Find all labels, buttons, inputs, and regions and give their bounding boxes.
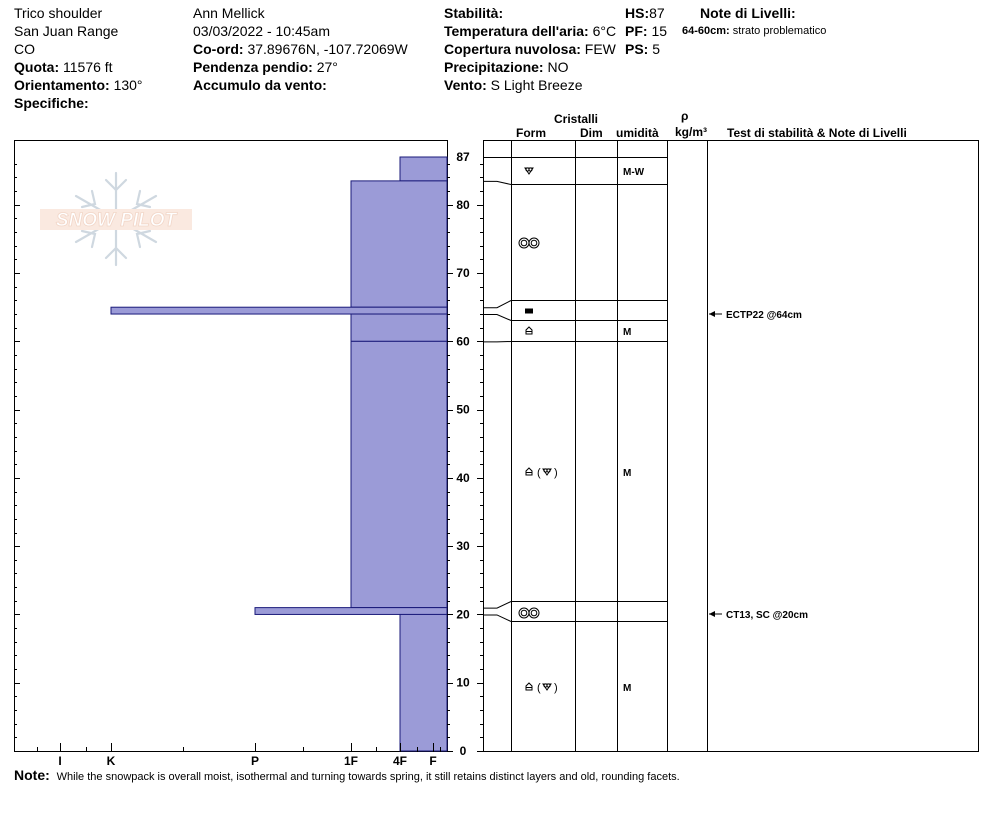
note-text: While the snowpack is overall moist, isothermal and turning towards spring, it still retains distinct layers and old, rounding facets. bbox=[56, 771, 680, 783]
footer-note bbox=[14, 767, 680, 784]
coord-value: 37.89676N, -107.72069W bbox=[247, 41, 408, 57]
svg-text:): ) bbox=[554, 682, 558, 694]
layer-connector bbox=[483, 615, 511, 622]
layer-note-range: 64-60cm: bbox=[682, 25, 730, 37]
moisture-value: M-W bbox=[623, 167, 645, 178]
test-label: CT13, SC @20cm bbox=[726, 610, 809, 621]
layer-notes-label: Note di Livelli: bbox=[700, 5, 796, 21]
hardness-tick-label: 1F bbox=[343, 754, 359, 768]
cloud-value: FEW bbox=[584, 41, 616, 57]
melt-forms-icon bbox=[519, 238, 539, 248]
aspect-value: 130° bbox=[113, 77, 143, 93]
note-label: Note: bbox=[14, 767, 50, 783]
hardness-bar bbox=[400, 157, 447, 181]
test-label: ECTP22 @64cm bbox=[726, 310, 802, 321]
stability-label: Stabilità: bbox=[444, 5, 504, 21]
hs-label: HS: bbox=[625, 5, 650, 21]
test-marks bbox=[709, 310, 808, 621]
density-unit-header: kg/m³ bbox=[675, 125, 708, 139]
mountain-range: San Juan Range bbox=[14, 23, 119, 39]
logo-text: SNOW PILOT bbox=[55, 210, 177, 231]
test-arrow-icon bbox=[709, 611, 715, 617]
ps-label: PS: bbox=[625, 41, 649, 57]
slope-label: Pendenza pendio: bbox=[193, 59, 313, 75]
depth-tick-label: 70 bbox=[456, 266, 470, 281]
observation-datetime: 03/03/2022 - 10:45am bbox=[193, 23, 330, 39]
hardness-bar bbox=[255, 608, 447, 615]
tests-header: Test di stabilità & Note di Livelli bbox=[727, 126, 907, 140]
layer-connector bbox=[483, 301, 511, 308]
hardness-tick-label: F bbox=[429, 754, 437, 768]
ice-layer-icon bbox=[525, 309, 533, 314]
coord-label: Co-ord: bbox=[193, 41, 244, 57]
faceted-rounding-icon bbox=[526, 682, 558, 694]
wind-load-label: Accumulo da vento: bbox=[193, 77, 327, 93]
hardness-tick-label: I bbox=[58, 754, 62, 768]
test-arrow-icon bbox=[709, 311, 715, 317]
depth-tick-label: 30 bbox=[456, 539, 470, 554]
elevation-value: 11576 ft bbox=[63, 59, 113, 75]
hardness-tick-label: 4F bbox=[392, 754, 408, 768]
faceted-icon bbox=[526, 468, 532, 475]
rounding-faceted-icon bbox=[543, 469, 551, 475]
location-name: Trico shoulder bbox=[14, 5, 103, 21]
depth-tick-label: 50 bbox=[456, 402, 470, 417]
hardness-tick-label: P bbox=[250, 754, 260, 768]
svg-text:(: ( bbox=[537, 467, 541, 479]
hardness-bar bbox=[111, 307, 447, 314]
melt-forms-icon bbox=[519, 608, 539, 618]
rounding-faceted-icon bbox=[525, 168, 533, 174]
form-header: Form bbox=[516, 126, 546, 140]
wind-value: S Light Breeze bbox=[490, 77, 583, 93]
size-header: Dim bbox=[580, 126, 603, 140]
hardness-bar bbox=[351, 314, 447, 341]
depth-tick-label: 20 bbox=[456, 607, 470, 622]
faceted-icon bbox=[526, 327, 532, 334]
precip-value: NO bbox=[547, 59, 569, 75]
ps-value: 5 bbox=[652, 41, 661, 57]
elevation-label: Quota: bbox=[14, 59, 60, 75]
moisture-value: M bbox=[623, 327, 632, 338]
moisture-value: M bbox=[623, 468, 632, 479]
slope-value: 27° bbox=[316, 59, 338, 75]
hardness-bars bbox=[111, 157, 447, 751]
layer-connector bbox=[483, 602, 511, 609]
hardness-tick-label: K bbox=[106, 754, 116, 768]
observer-name: Ann Mellick bbox=[193, 5, 265, 21]
aspect-label: Orientamento: bbox=[14, 77, 110, 93]
depth-tick-label: 0 bbox=[459, 744, 467, 758]
crystals-header: Cristalli bbox=[554, 112, 599, 126]
svg-text:): ) bbox=[554, 467, 558, 479]
rounding-faceted-icon bbox=[543, 684, 551, 690]
faceted-rounding-icon bbox=[526, 467, 558, 479]
cloud-label: Copertura nuvolosa: bbox=[444, 41, 581, 57]
air-temp-label: Temperatura dell'aria: bbox=[444, 23, 589, 39]
precip-label: Precipitazione: bbox=[444, 59, 544, 75]
moisture-value: M bbox=[623, 683, 632, 694]
pf-value: 15 bbox=[651, 23, 668, 39]
pf-label: PF: bbox=[625, 23, 648, 39]
layer-connector bbox=[483, 181, 511, 184]
crystal-table-frame bbox=[484, 141, 979, 752]
depth-tick-label: 87 bbox=[456, 150, 470, 164]
hs-value: 87 bbox=[649, 5, 665, 21]
specifics-label: Specifiche: bbox=[14, 95, 89, 111]
wind-label: Vento: bbox=[444, 77, 487, 93]
snowpilot-logo bbox=[40, 173, 192, 265]
state: CO bbox=[14, 41, 35, 57]
layer-note-text: strato problematico bbox=[732, 25, 827, 37]
faceted-icon bbox=[526, 683, 532, 690]
layer-connector bbox=[483, 315, 511, 321]
depth-tick-label: 80 bbox=[456, 197, 470, 212]
depth-tick-label: 60 bbox=[456, 334, 470, 349]
moisture-header: umidità bbox=[616, 126, 659, 140]
svg-text:(: ( bbox=[537, 682, 541, 694]
air-temp-value: 6°C bbox=[592, 23, 617, 39]
depth-tick-label: 40 bbox=[456, 470, 470, 485]
hardness-bar bbox=[351, 341, 447, 607]
hardness-axis bbox=[38, 743, 441, 768]
hardness-bar bbox=[351, 181, 447, 307]
hardness-bar bbox=[400, 614, 447, 751]
density-rho-header: ρ bbox=[681, 109, 689, 123]
depth-tick-label: 10 bbox=[456, 675, 470, 690]
